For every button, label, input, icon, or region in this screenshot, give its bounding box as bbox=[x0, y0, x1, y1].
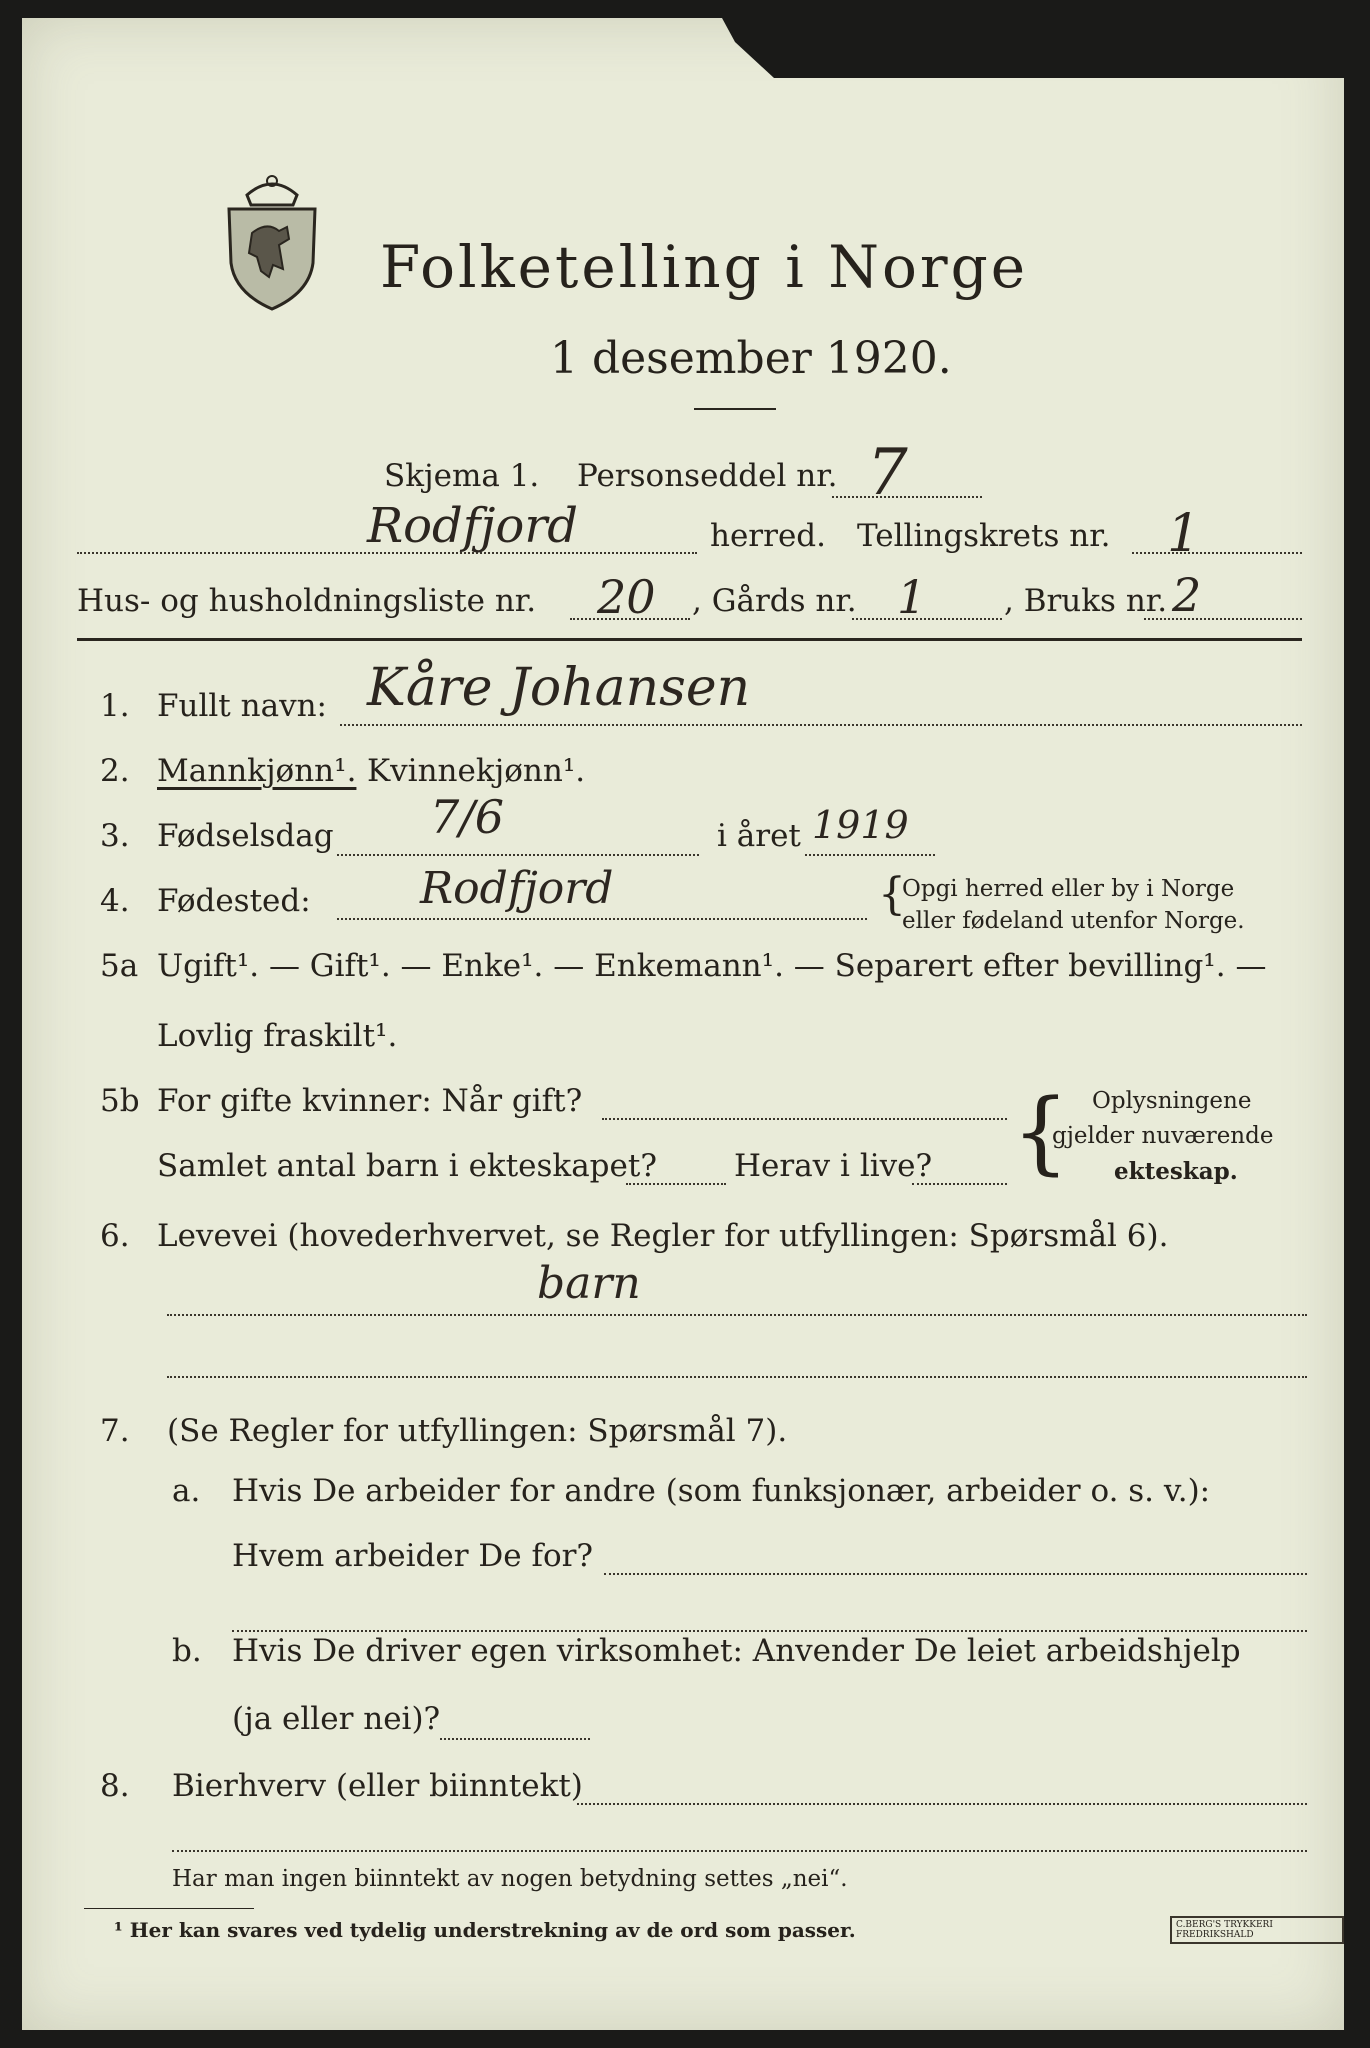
q8-line2 bbox=[172, 1850, 1307, 1852]
q8-label: Bierhverv (eller biinntekt) bbox=[172, 1768, 583, 1804]
q7b-answer-line bbox=[440, 1738, 590, 1740]
q8-note: Har man ingen biinntekt av nogen betydning settes „nei“. bbox=[172, 1866, 848, 1892]
q8-line bbox=[577, 1803, 1307, 1805]
q3-label: Fødselsdag bbox=[157, 818, 334, 854]
q5b-note-line1: Oplysningene bbox=[1092, 1088, 1252, 1114]
q4-note-line2: eller fødeland utenfor Norge. bbox=[902, 908, 1245, 934]
q3-value[interactable]: 7/6 bbox=[430, 790, 505, 844]
person-nr-value[interactable]: 7 bbox=[867, 436, 908, 510]
bruks-line bbox=[1144, 618, 1302, 620]
form-title: Folketelling i Norge bbox=[380, 233, 1029, 301]
q7b-label: Hvis De driver egen virksomhet: Anvender De leiet arbeidshjelp bbox=[232, 1633, 1241, 1669]
krets-line bbox=[1132, 552, 1302, 554]
person-label: Personseddel nr. bbox=[577, 458, 838, 494]
q6-value[interactable]: barn bbox=[537, 1258, 641, 1309]
footnote-rule bbox=[84, 1908, 254, 1909]
bruks-value[interactable]: 2 bbox=[1172, 568, 1202, 622]
q5b-married-line bbox=[602, 1118, 1007, 1120]
q1-label: Fullt navn: bbox=[157, 688, 327, 724]
q5b-label: For gifte kvinner: Når gift? bbox=[157, 1083, 583, 1119]
q5b-children-line bbox=[626, 1183, 726, 1185]
q7a-label: Hvis De arbeider for andre (som funksjonær, arbeider o. s. v.): bbox=[232, 1473, 1211, 1509]
q7a-employer-line2 bbox=[232, 1630, 1307, 1632]
q4-brace: { bbox=[878, 869, 906, 920]
q5b-brace: { bbox=[1012, 1080, 1070, 1185]
q2-female-option[interactable]: Kvinnekjønn¹. bbox=[367, 753, 586, 789]
q1-value[interactable]: Kåre Johansen bbox=[367, 658, 751, 718]
form-date: 1 desember 1920. bbox=[550, 333, 952, 384]
q3-year-label: i året bbox=[717, 818, 801, 854]
herred-label: herred. bbox=[710, 518, 826, 554]
herred-value[interactable]: Rodfjord bbox=[367, 498, 578, 554]
q6-number: 6. bbox=[100, 1218, 130, 1254]
q6-line2 bbox=[167, 1376, 1307, 1378]
hus-value[interactable]: 20 bbox=[597, 570, 656, 624]
q3-year-line bbox=[805, 854, 935, 856]
q5a-number: 5a bbox=[100, 948, 139, 984]
title-divider bbox=[694, 408, 776, 410]
gards-label: , Gårds nr. bbox=[692, 583, 857, 619]
q6-label: Levevei (hovederhvervet, se Regler for utfyllingen: Spørsmål 6). bbox=[157, 1218, 1169, 1254]
q2-number: 2. bbox=[100, 753, 130, 789]
q5b-note-line2: gjelder nuværende bbox=[1052, 1123, 1274, 1149]
q7-label: (Se Regler for utfyllingen: Spørsmål 7). bbox=[167, 1413, 788, 1449]
q7b-letter: b. bbox=[172, 1633, 202, 1669]
bruks-label: , Bruks nr. bbox=[1004, 583, 1168, 619]
q4-note-line1: Opgi herred eller by i Norge bbox=[902, 876, 1235, 902]
q1-line bbox=[340, 724, 1302, 726]
q5b-alive-label: Herav i live? bbox=[734, 1148, 933, 1184]
q3-number: 3. bbox=[100, 818, 130, 854]
krets-value[interactable]: 1 bbox=[1167, 504, 1201, 564]
q7a-employer-line bbox=[604, 1573, 1307, 1575]
q5a-options-line2[interactable]: Lovlig fraskilt¹. bbox=[157, 1018, 398, 1054]
q2-male-option[interactable]: Mannkjønn¹. bbox=[157, 753, 357, 789]
q1-number: 1. bbox=[100, 688, 130, 724]
q8-number: 8. bbox=[100, 1768, 130, 1804]
krets-label: Tellingskrets nr. bbox=[857, 518, 1111, 554]
q4-value[interactable]: Rodfjord bbox=[420, 863, 614, 914]
q5b-alive-line bbox=[912, 1183, 1007, 1185]
q7a-employer-label: Hvem arbeider De for? bbox=[232, 1538, 594, 1574]
q5b-note-line3: ekteskap. bbox=[1114, 1158, 1238, 1185]
census-form-sheet bbox=[22, 18, 1344, 2030]
q5b-number: 5b bbox=[100, 1083, 140, 1119]
footnote: ¹ Her kan svares ved tydelig understrekning av de ord som passer. bbox=[114, 1918, 856, 1942]
q4-label: Fødested: bbox=[157, 883, 311, 919]
q7a-letter: a. bbox=[172, 1473, 201, 1509]
q3-line bbox=[337, 854, 699, 856]
header-divider bbox=[77, 638, 1302, 641]
q7-number: 7. bbox=[100, 1413, 130, 1449]
printer-stamp: C.BERG'S TRYKKERI FREDRIKSHALD bbox=[1170, 1916, 1344, 1944]
q5b-children-label: Samlet antal barn i ekteskapet? bbox=[157, 1148, 657, 1184]
hus-label: Hus- og husholdningsliste nr. bbox=[77, 583, 537, 619]
schema-label: Skjema 1. bbox=[384, 458, 540, 494]
gards-line bbox=[852, 618, 1002, 620]
q5a-options[interactable]: Ugift¹. — Gift¹. — Enke¹. — Enkemann¹. — Separert efter bevilling¹. — bbox=[157, 948, 1267, 984]
coat-of-arms-icon bbox=[217, 173, 327, 313]
q7b-answer-label: (ja eller nei)? bbox=[232, 1701, 441, 1737]
q4-line bbox=[337, 918, 867, 920]
gards-value[interactable]: 1 bbox=[897, 570, 927, 624]
q4-number: 4. bbox=[100, 883, 130, 919]
q6-line1 bbox=[167, 1314, 1307, 1316]
torn-corner bbox=[722, 18, 1370, 78]
q3-year-value[interactable]: 1919 bbox=[812, 803, 909, 847]
